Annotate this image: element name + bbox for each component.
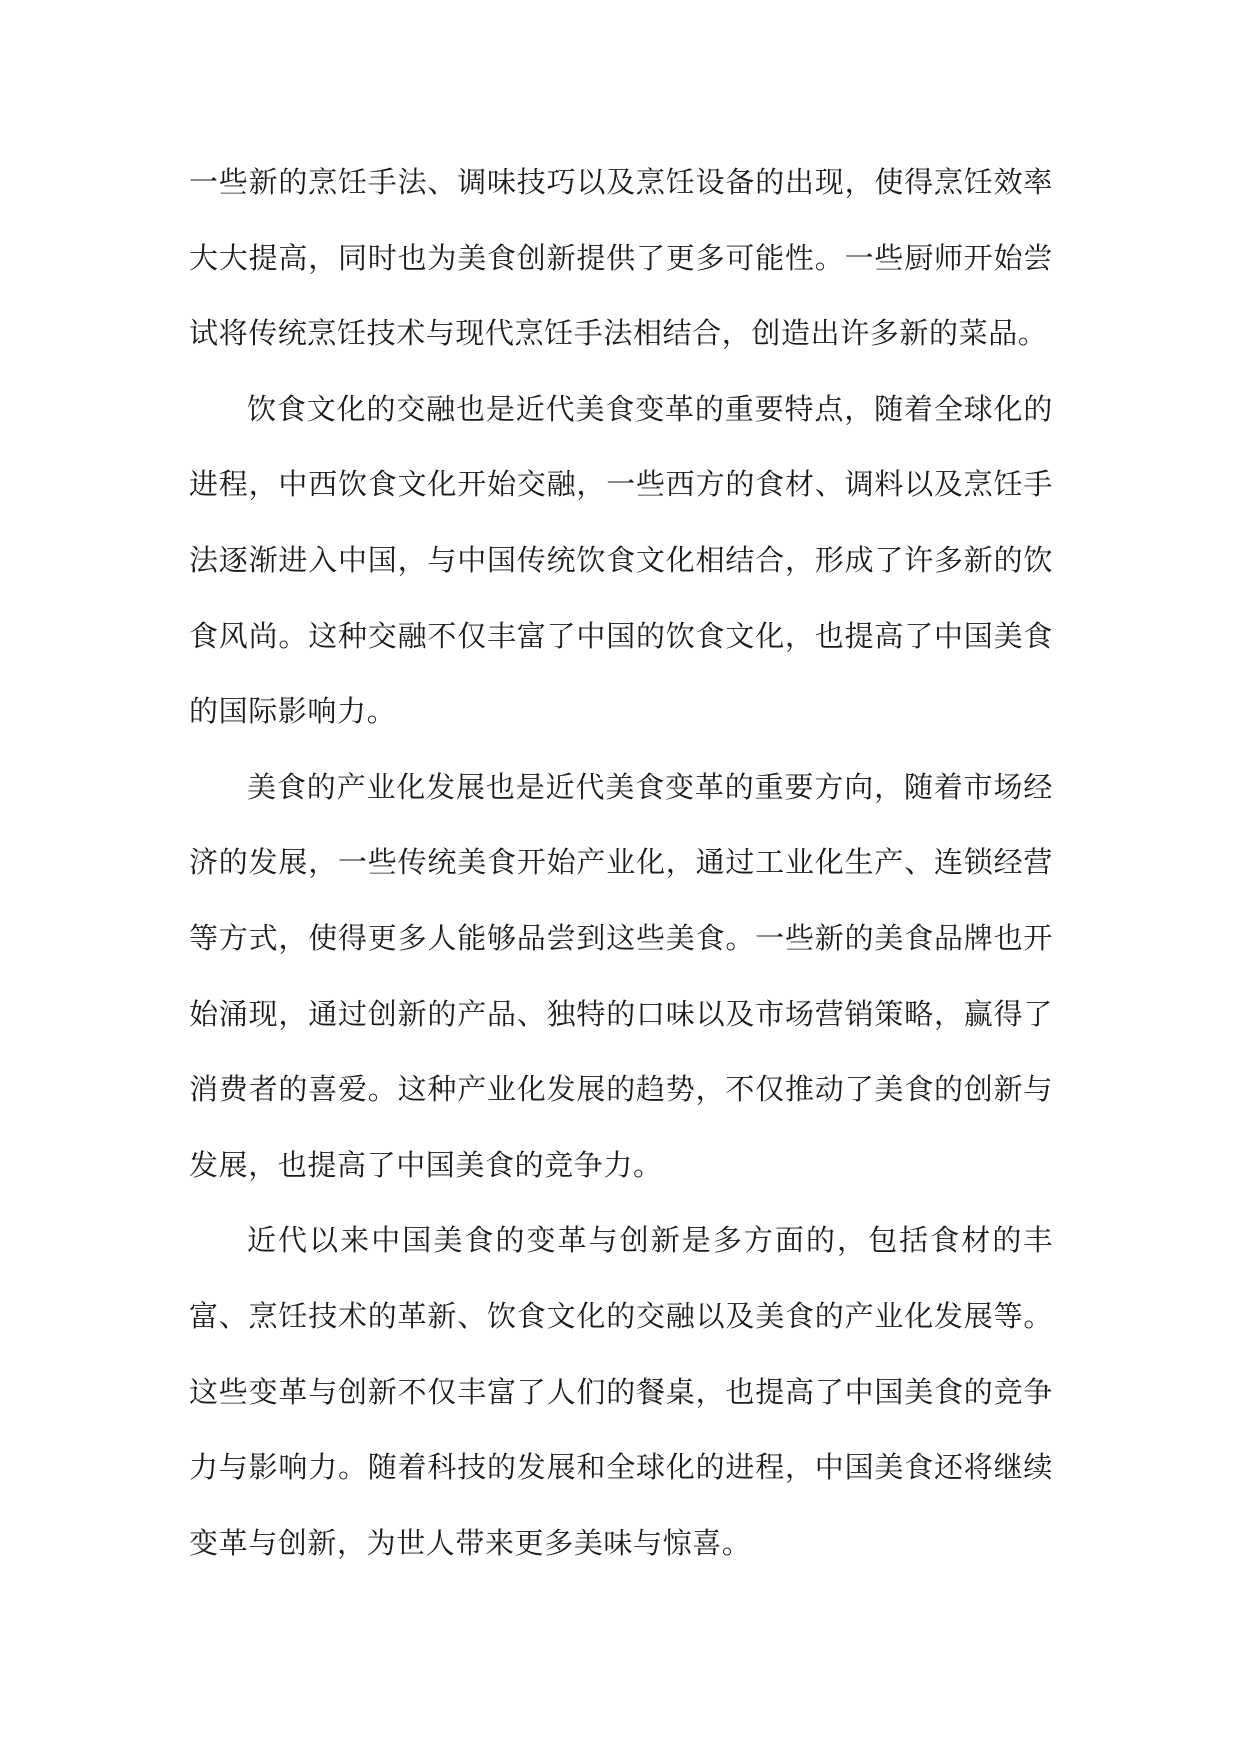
paragraph-4: 近代以来中国美食的变革与创新是多方面的，包括食材的丰富、烹饪技术的革新、饮食文化的交融以及美食的产业化发展等。这些变革与创新不仅丰富了人们的餐桌，也提高了中国美食的竞争力与影响力。随着科技的发展和全球化的进程，中国美食还将继续变革与创新，为世人带来更多美味与惊喜。	[189, 1223, 1053, 1560]
paragraph-2: 饮食文化的交融也是近代美食变革的重要特点，随着全球化的进程，中西饮食文化开始交融，一些西方的食材、调料以及烹饪手法逐渐进入中国，与中国传统饮食文化相结合，形成了许多新的饮食风尚。这种交融不仅丰富了中国的饮食文化，也提高了中国美食的国际影响力。	[189, 391, 1053, 729]
paragraph-3: 美食的产业化发展也是近代美食变革的重要方向，随着市场经济的发展，一些传统美食开始产业化，通过工业化生产、连锁经营等方式，使得更多人能够品尝到这些美食。一些新的美食品牌也开始涌现，通过创新的产品、独特的口味以及市场营销策略，赢得了消费者的喜爱。这种产业化发展的趋势，不仅推动了美食的创新与发展，也提高了中国美食的竞争力。	[189, 769, 1053, 1182]
document-body	[189, 145, 1053, 1581]
paragraph-1: 一些新的烹饪手法、调味技巧以及烹饪设备的出现，使得烹饪效率大大提高，同时也为美食创新提供了更多可能性。一些厨师开始尝试将传统烹饪技术与现代烹饪手法相结合，创造出许多新的菜品。	[189, 165, 1053, 351]
